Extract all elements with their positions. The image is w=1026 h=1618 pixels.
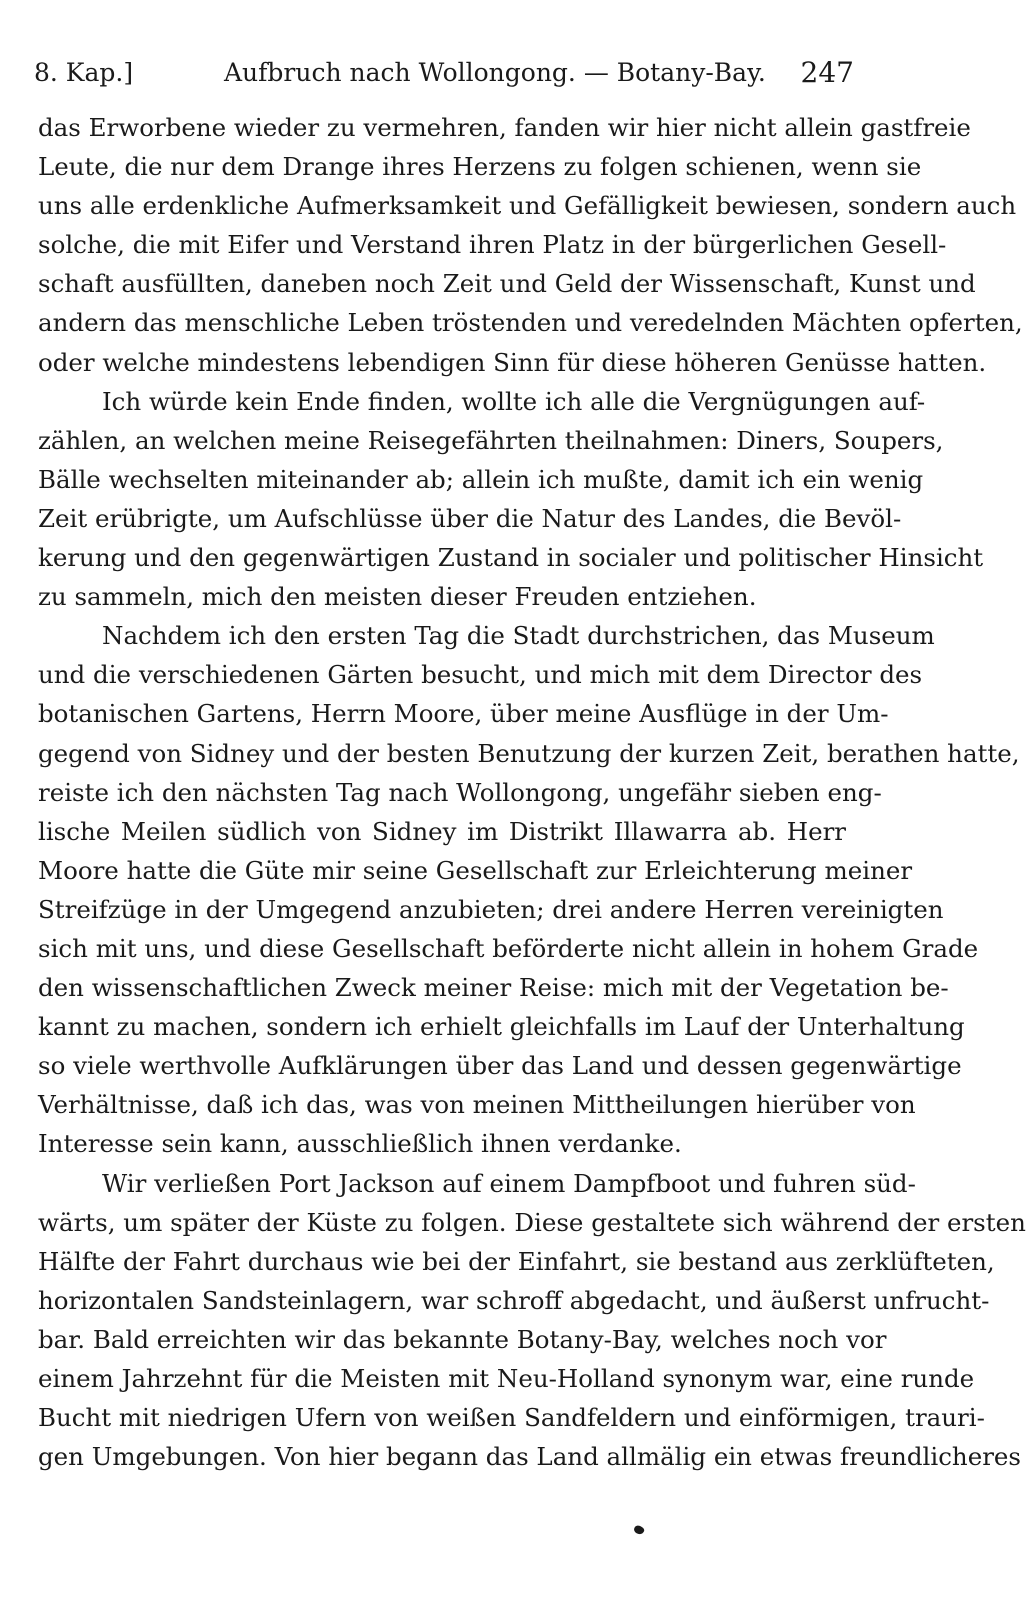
text-line: Hälfte der Fahrt durchaus wie bei der Einfahrt, sie bestand aus zerklüfteten,: [38, 1246, 995, 1276]
text-line: lische Meilen südlich von Sidney im Distrikt Illawarra ab. Herr: [38, 816, 846, 846]
text-line: reiste ich den nächsten Tag nach Wollongong, ungefähr sieben eng-: [38, 777, 882, 807]
text-line: Nachdem ich den ersten Tag die Stadt durchstrichen, das Museum: [102, 621, 935, 651]
text-line: Leute, die nur dem Drange ihres Herzens zu folgen schienen, wenn sie: [38, 152, 922, 182]
text-line: kannt zu machen, sondern ich erhielt gleichfalls im Lauf der Unterhaltung: [38, 1012, 965, 1042]
paragraph: [38, 108, 1023, 382]
ink-speck: [633, 1524, 646, 1536]
text-line: zu sammeln, mich den meisten dieser Freuden entziehen.: [38, 582, 757, 612]
body-text: [38, 108, 1026, 1476]
text-line: Zeit erübrigte, um Aufschlüsse über die Natur des Landes, die Bevöl-: [38, 503, 902, 533]
text-line: gegend von Sidney und der besten Benutzung der kurzen Zeit, berathen hatte,: [38, 738, 1020, 768]
text-line: den wissenschaftlichen Zweck meiner Reise: mich mit der Vegetation be-: [38, 973, 949, 1003]
running-head: [34, 56, 854, 90]
paragraph: [38, 382, 984, 617]
text-line: wärts, um später der Küste zu folgen. Diese gestaltete sich während der ersten: [38, 1207, 1026, 1237]
text-line: bar. Bald erreichten wir das bekannte Botany-Bay, welches noch vor: [38, 1324, 887, 1354]
text-line: einem Jahrzehnt für die Meisten mit Neu-Holland synonym war, eine runde: [38, 1364, 975, 1393]
text-line: Bälle wechselten miteinander ab; allein ich mußte, damit ich ein wenig: [38, 464, 924, 494]
chapter-label: 8. Kap.]: [34, 58, 134, 87]
paragraph: [38, 616, 1020, 1163]
text-line: Verhältnisse, daß ich das, was von meinen Mittheilungen hierüber von: [38, 1090, 916, 1120]
text-line: gen Umgebungen. Von hier begann das Land allmälig ein etwas freundlicheres: [38, 1442, 1021, 1472]
paragraph: [38, 1164, 1026, 1477]
text-line: Ich würde kein Ende finden, wollte ich alle die Vergnügungen auf-: [102, 386, 926, 416]
text-line: schaft ausfüllten, daneben noch Zeit und Geld der Wissenschaft, Kunst und: [38, 269, 976, 299]
text-line: horizontalen Sandsteinlagern, war schroff abgedacht, und äußerst unfrucht-: [38, 1285, 990, 1315]
text-line: botanischen Gartens, Herrn Moore, über meine Ausflüge in der Um-: [38, 699, 889, 729]
text-line: sich mit uns, und diese Gesellschaft beförderte nicht allein in hohem Grade: [38, 933, 979, 963]
text-line: uns alle erdenkliche Aufmerksamkeit und Gefälligkeit bewiesen, sondern auch: [38, 191, 1017, 221]
text-line: Bucht mit niedrigen Ufern von weißen Sandfeldern und einförmigen, trauri-: [38, 1403, 985, 1433]
text-line: und die verschiedenen Gärten besucht, und mich mit dem Director des: [38, 660, 923, 690]
text-line: oder welche mindestens lebendigen Sinn für diese höheren Genüsse hatten.: [38, 347, 987, 377]
text-line: das Erworbene wieder zu vermehren, fanden wir hier nicht allein gastfreie: [38, 113, 971, 142]
text-line: Streifzüge in der Umgegend anzubieten; drei andere Herren vereinigten: [38, 894, 944, 924]
text-line: Interesse sein kann, ausschließlich ihnen verdanke.: [38, 1129, 682, 1159]
text-line: solche, die mit Eifer und Verstand ihren Platz in der bürgerlichen Gesell-: [38, 230, 947, 260]
text-line: Moore hatte die Güte mir seine Gesellschaft zur Erleichterung meiner: [38, 855, 913, 885]
page-number: 247: [800, 56, 854, 89]
text-line: andern das menschliche Leben tröstenden und veredelnden Mächten opferten,: [38, 308, 1023, 338]
text-line: Wir verließen Port Jackson auf einem Dampfboot und fuhren süd-: [102, 1168, 916, 1198]
text-line: zählen, an welchen meine Reisegefährten theilnahmen: Diners, Soupers,: [38, 425, 944, 455]
running-title: Aufbruch nach Wollongong. — Botany-Bay.: [224, 58, 766, 87]
text-line: kerung und den gegenwärtigen Zustand in socialer und politischer Hinsicht: [38, 543, 984, 573]
text-line: so viele werthvolle Aufklärungen über das Land und dessen gegenwärtige: [38, 1051, 962, 1081]
